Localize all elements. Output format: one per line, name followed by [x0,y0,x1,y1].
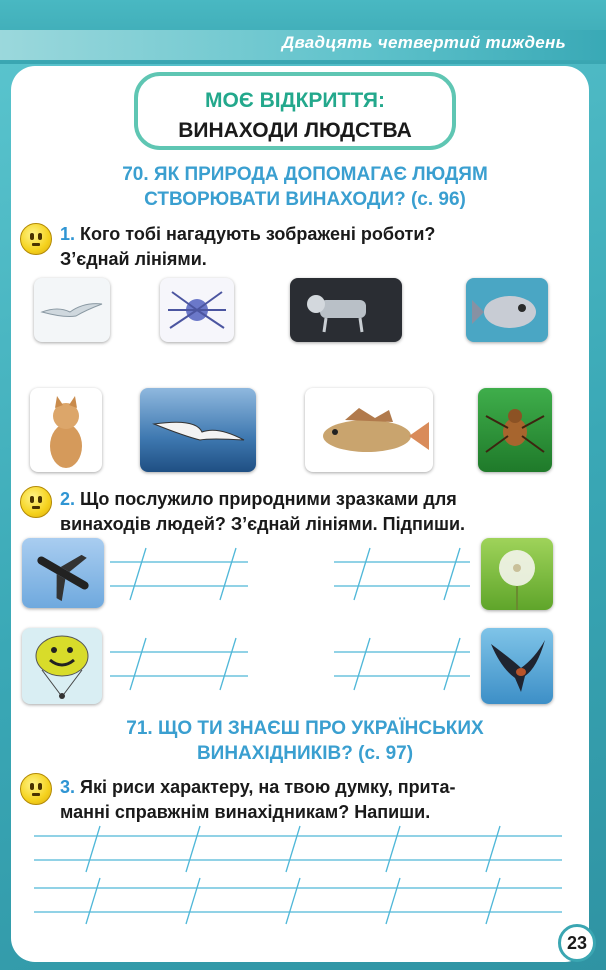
task-2-line2: винаходів людей? З’єднай лініями. Підпиши. [60,514,466,534]
task-1-line2: З’єднай лініями. [60,249,207,269]
week-title: Двадцять четвертий тиждень [281,33,566,52]
section-heading-line1: МОЄ ВІДКРИТТЯ: [205,89,385,112]
task-3-line1: Які риси характеру, на твою думку, прита- [80,777,456,797]
task-1-number: 1. [60,224,76,244]
task-2-number: 2. [60,489,76,509]
task-1-line1: Кого тобі нагадують зображені роботи? [80,224,436,244]
lesson-70-line1: 70. ЯК ПРИРОДА ДОПОМАГАЄ ЛЮДЯМ [122,164,488,185]
task-3 [60,775,590,825]
task-3-line2: манні справжнім винахідникам? Напиши. [60,802,431,822]
lesson-71-line2: ВИНАХІДНИКІВ? (с. 97) [196,743,414,764]
page-number: 23 [558,924,596,962]
lesson-70-line2: СТВОРЮВАТИ ВИНАХОДИ? (с. 96) [144,189,466,210]
section-heading-line2: ВИНАХОДИ ЛЮДСТВА [178,119,412,142]
task-2-line1: Що послужило природними зразками для [80,489,457,509]
task-3-number: 3. [60,777,76,797]
lesson-71-line1: 71. ЩО ТИ ЗНАЄШ ПРО УКРАЇНСЬКИХ [126,718,484,739]
lesson-71-title [40,716,570,766]
smiley-icon [20,773,52,805]
